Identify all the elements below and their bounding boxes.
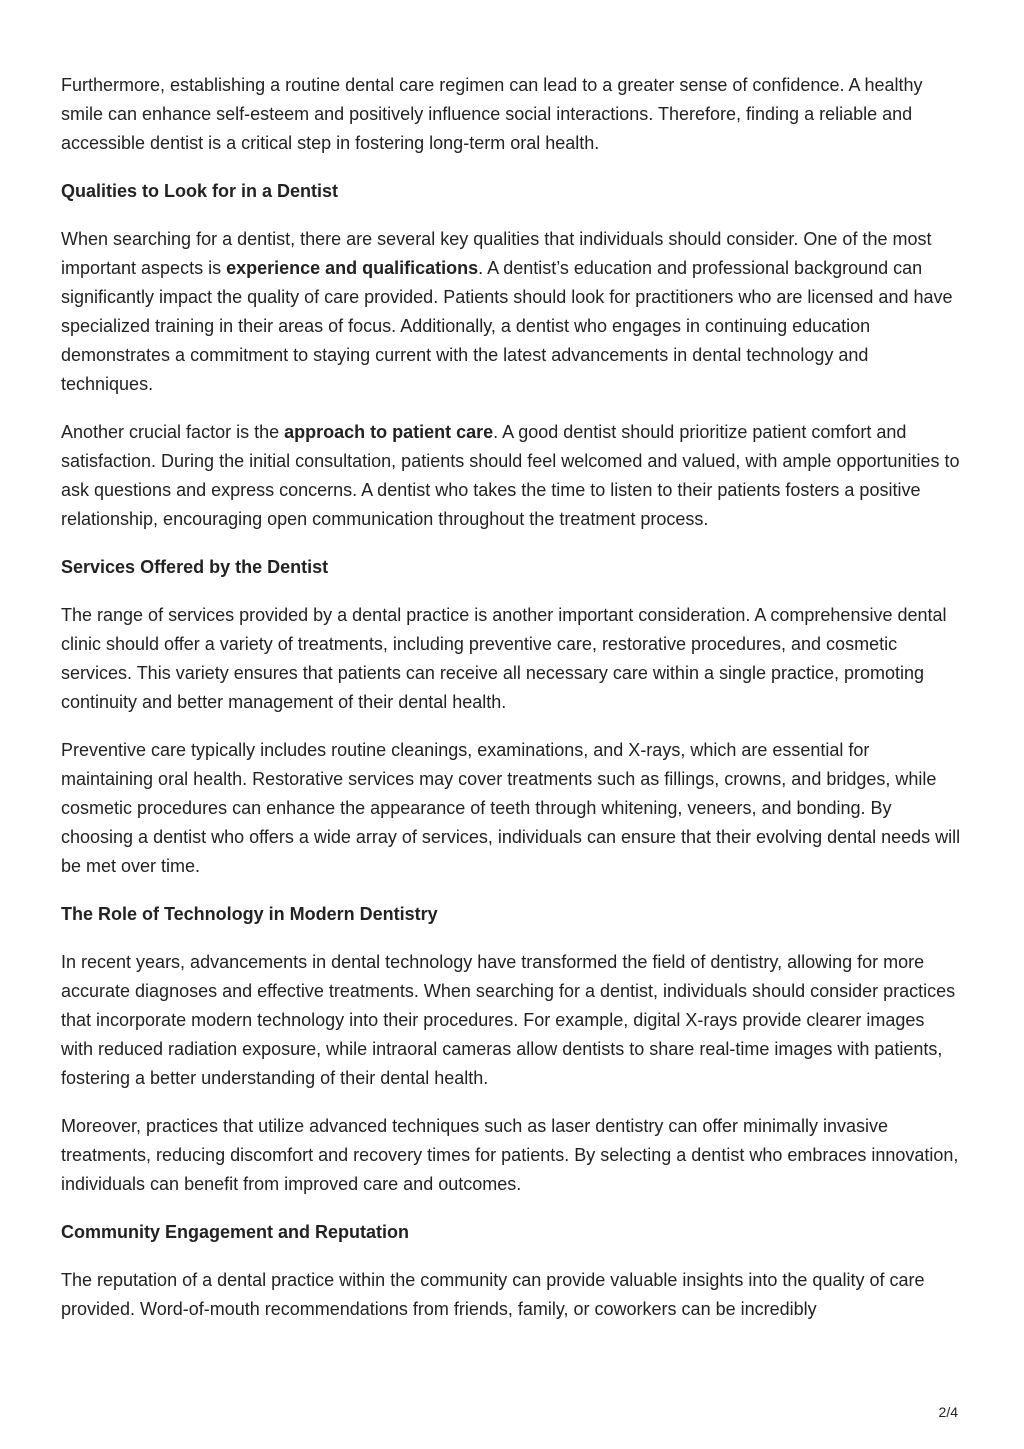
paragraph-text: When searching for a dentist, there are several key qualities that individuals should consider. One of the most important aspects is [61, 229, 932, 278]
heading-qualities: Qualities to Look for in a Dentist [61, 181, 339, 201]
emphasis-patient-care: approach to patient care [284, 422, 494, 442]
paragraph-laser-dentistry: Moreover, practices that utilize advanced techniques such as laser dentistry can offer minimally invasive treatments, reducing discomfort and recovery times for patients. By selecting a dentist who embraces innovation, individuals can benefit from improved care and outcomes. [61, 1116, 959, 1194]
paragraph-patient-care [61, 418, 961, 534]
paragraph-confidence: Furthermore, establishing a routine dental care regimen can lead to a greater sense of confidence. A healthy smile can enhance self-esteem and positively influence social interactions. Therefore, finding a reliable and accessible dentist is a critical step in fostering long-term oral health. [61, 75, 923, 153]
page-number: 2/4 [938, 1404, 958, 1420]
heading-community: Community Engagement and Reputation [61, 1222, 410, 1242]
document-body [61, 71, 961, 1343]
paragraph-text: Another crucial factor is the [61, 422, 285, 442]
paragraph-services-range: The range of services provided by a dental practice is another important consideration. A comprehensive dental clinic should offer a variety of treatments, including preventive care, restorative procedures, and cosmetic services. This variety ensures that patients can receive all necessary care within a single practice, promoting continuity and better management of their dental health. [61, 605, 947, 712]
paragraph-technology-advances: In recent years, advancements in dental technology have transformed the field of dentistry, allowing for more accurate diagnoses and effective treatments. When searching for a dentist, individuals should consider practices that incorporate modern technology into their procedures. For example, digital X-rays provide clearer images with reduced radiation exposure, while intraoral cameras allow dentists to share real-time images with patients, fostering a better understanding of their dental health. [61, 952, 956, 1088]
paragraph-reputation: The reputation of a dental practice within the community can provide valuable insights into the quality of care provided. Word-of-mouth recommendations from friends, family, or coworkers can be incredibly [61, 1270, 925, 1319]
paragraph-text: . A good dentist should prioritize patient comfort and satisfaction. During the initial consultation, patients should feel welcomed and valued, with ample opportunities to ask questions and express concerns. A dentist who takes the time to listen to their patients fosters a positive relationship, encouraging open communication throughout the treatment process. [61, 422, 960, 529]
heading-services: Services Offered by the Dentist [61, 557, 329, 577]
paragraph-text: . A dentist’s education and professional background can significantly impact the quality of care provided. Patients should look for practitioners who are licensed and have specialized training in their areas of focus. Additionally, a dentist who engages in continuing education demonstrates a commitment to staying current with the latest advancements in dental technology and techniques. [61, 258, 953, 394]
paragraph-preventive-care: Preventive care typically includes routine cleanings, examinations, and X-rays, which are essential for maintaining oral health. Restorative services may cover treatments such as fillings, crowns, and bridges, while cosmetic procedures can enhance the appearance of teeth through whitening, veneers, and bonding. By choosing a dentist who offers a wide array of services, individuals can ensure that their evolving dental needs will be met over time. [61, 740, 961, 876]
emphasis-experience: experience and qualifications [226, 258, 479, 278]
paragraph-experience [61, 225, 961, 399]
heading-technology: The Role of Technology in Modern Dentistry [61, 904, 438, 924]
